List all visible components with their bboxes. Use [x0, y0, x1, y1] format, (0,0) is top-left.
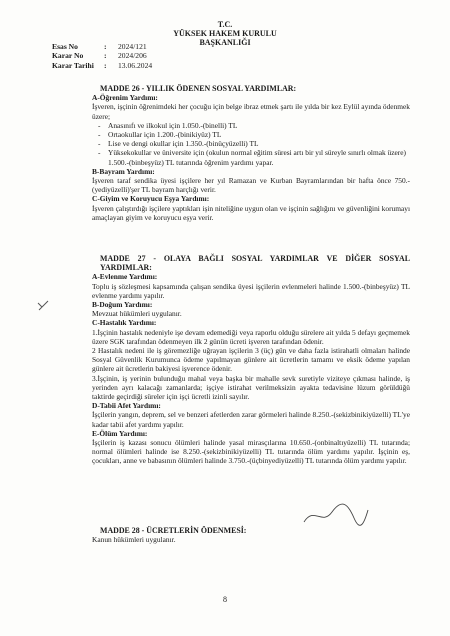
death-aid-title: E-Ölüm Yardımı: — [92, 428, 148, 438]
meta-value: 13.06.2024 — [118, 60, 153, 70]
holiday-aid-title: B-Bayram Yardımı: — [92, 166, 155, 176]
article-26-title: MADDE 26 - YILLIK ÖDENEN SOSYAL YARDIMLAR: — [100, 84, 297, 93]
meta-row: Karar No : 2024/206 — [52, 51, 147, 61]
list-item: - Lise ve dengi okullar için 1.350.-(binüçyüzelli) TL — [108, 139, 410, 148]
header-line-tc: T.C. — [217, 20, 233, 29]
edu-aid-title: A-Öğrenim Yardımı: — [92, 93, 158, 103]
clothing-aid-title: C-Giyim ve Koruyucu Eşya Yardımı: — [92, 194, 210, 204]
meta-key: Karar No — [52, 51, 84, 61]
illness-aid-title: C-Hastalık Yardımı: — [92, 318, 157, 328]
meta-row: Karar Tarihi : 13.06.2024 — [52, 60, 153, 70]
meta-key: Karar Tarihi — [52, 60, 94, 70]
birth-aid-text: Mevzuat hükümleri uygulanır. — [92, 309, 182, 319]
illness-aid-paragraph: 1.İşçinin hastalık nedeniyle işe devam edemediği veya raporlu olduğu sürelere ait yılda 5 defayı geçmemek üzere SGK tarafından ödenmeyen ilk 2 günün ücreti işveren tarafından ödenir. — [92, 327, 410, 346]
list-item: - Ortaokullar için 1.200.-(binikiyüz) TL — [108, 130, 410, 139]
illness-aid-paragraph: 3.İşçinin, iş yerinin bulunduğu mahal veya başka bir mahalle sevk suretiyle viziteye çıkması halinde, iş yerinden ayrı kalacağı zamanlarda; işçiye istirahat verilmeksizin ayakta tedavisine lüzum görüldüğü taktirde geçirdiği süreler için işçi ücretli izinli sayılır. — [92, 373, 410, 402]
margin-checkmark-icon — [36, 298, 50, 312]
disaster-aid-title: D-Tabii Afet Yardımı: — [92, 401, 161, 411]
edu-aid-list — [80, 121, 410, 167]
clothing-aid-text: İşveren çalıştırdığı işçilere yaptıkları işin niteliğine uygun olan ve işçinin sağlığını ve güvenliğini korumayı amaçlayan giyim ve koruyucu eşya verir. — [92, 203, 410, 222]
article-27-title: MADDE 27 - OLAYA BAĞLI SOSYAL YARDIMLAR VE DİĞER SOSYAL YARDIMLAR: — [100, 254, 410, 273]
case-meta — [52, 42, 152, 70]
marriage-aid-title: A-Evlenme Yardımı: — [92, 272, 158, 282]
meta-row: Esas No : 2024/121 — [52, 42, 147, 51]
header-line-department: BAŞKANLIĞI — [199, 38, 251, 47]
disaster-aid-text: İşçilerin yangın, deprem, sel ve benzeri afetlerden zarar görmeleri halinde 8.250.-(sekizbinikiyüzelli) TL'ye kadar tabii afet yardımı yapılır. — [92, 410, 410, 429]
list-item: - Anasınıfı ve ilkokul için 1.050.-(binelli) TL — [108, 121, 410, 130]
article-27 — [80, 254, 410, 466]
illness-aid-paragraph: 2 Hastalık nedeni ile iş göremezliğe uğrayan işçilerin 3 (üç) gün ve daha fazla istirahatli olmaları halinde Sosyal Güvenlik Kurumunca ödeme yapılmayan günlere ait ücretlerin tamamı ve eksik ödeme yapılan günlere ait ücretlerin bakiyesi işverence ödenir. — [92, 346, 410, 374]
death-aid-text: İşçilerin iş kazası sonucu ölümleri halinde yasal mirasçılarına 10.650.-(onbinaltıyüzelli) TL tutarında; normal ölümleri halinde ise 8.250.-(sekizbinikiyüzelli) TL tutarında ölüm yardımı yapılır. İşçinin eş, çocukları, anne ve babasının ölümleri halinde 3.750.-(üçbinyediyüzelli) TL tutarında ölüm yardımı yapılır. — [92, 438, 410, 466]
edu-aid-text: İşveren, işçinin öğrenimdeki her çocuğu için belge ibraz etmek şartı ile yılda bir kez Eylül ayında ödenmek üzere; — [92, 102, 410, 121]
article-26 — [80, 84, 410, 222]
meta-value: 2024/121 — [118, 42, 147, 51]
signature-scribble-icon — [300, 500, 370, 530]
header-line-institution: YÜKSEK HAKEM KURULU — [173, 29, 277, 38]
marriage-aid-text: Toplu iş sözleşmesi kapsamında çalışan sendika üyesi işçilerin evlenmeleri halinde 1.500.-(binbeşyüz) TL evlenme yardımı yapılır. — [92, 281, 410, 300]
article-28-title: MADDE 28 - ÜCRETLERİN ÖDENMESİ: — [100, 526, 247, 535]
holiday-aid-text: İşveren taraf sendika üyesi işçilere her yıl Ramazan ve Kurban Bayramlarından bir hafta önce 750.-(yediyüzelli)'şer TL bayram harçlığı verir. — [92, 176, 410, 195]
meta-key: Esas No — [52, 42, 78, 51]
article-28-text: Kanun hükümleri uygulanır. — [92, 535, 176, 545]
page-number: 8 — [223, 595, 227, 604]
birth-aid-title: B-Doğum Yardımı: — [92, 300, 153, 310]
list-item: - Yüksekokullar ve üniversite için (okulun normal eğitim süresi artı bir yıl süreyle sınırlı olmak üzere) 1.500.-(binbeşyüz) TL tutarında öğrenim yardımı yapar. — [108, 148, 410, 166]
meta-value: 2024/206 — [118, 51, 147, 61]
